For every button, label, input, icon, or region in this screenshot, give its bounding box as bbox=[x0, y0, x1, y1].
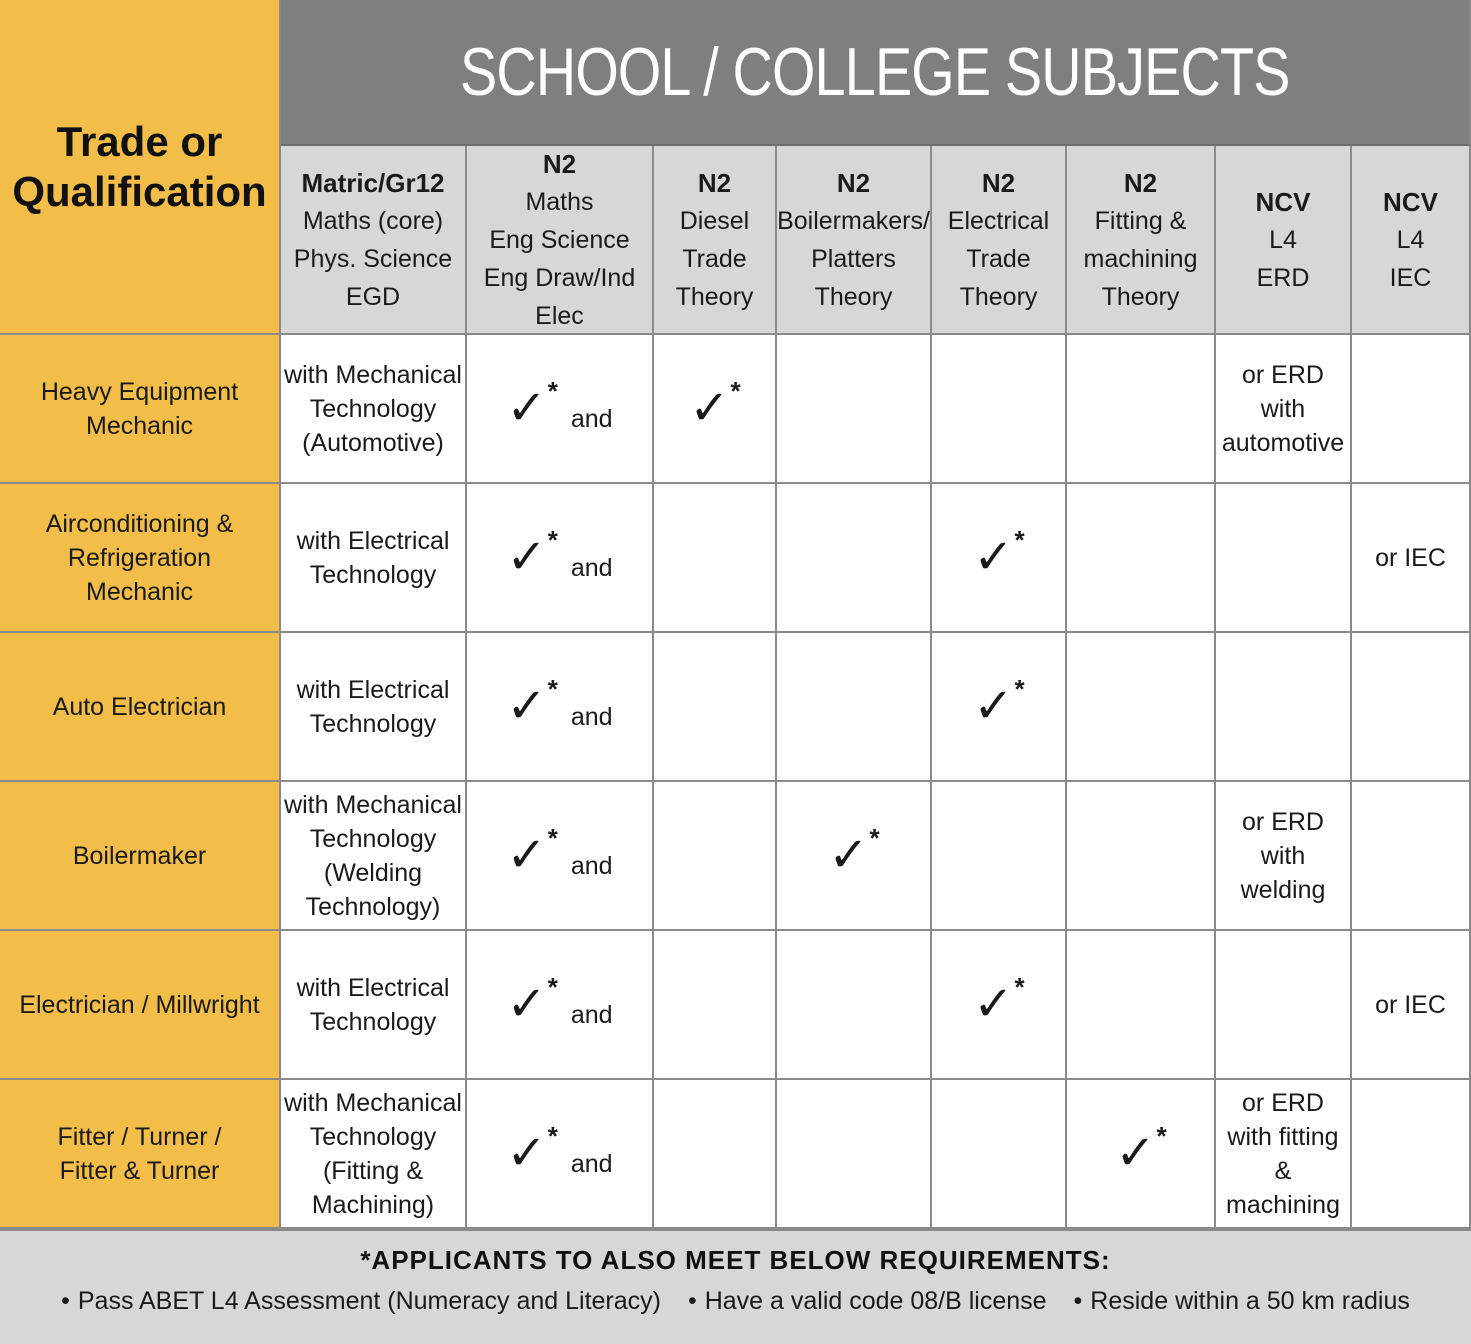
table-cell bbox=[932, 633, 1067, 782]
trade-name bbox=[58, 1120, 222, 1188]
trade-name bbox=[12, 507, 267, 609]
requirement-text: Have a valid code 08/B license bbox=[704, 1287, 1047, 1315]
check-mark bbox=[973, 971, 1025, 1031]
matric-requirement bbox=[284, 1086, 462, 1222]
trade-name-cell bbox=[0, 484, 281, 633]
table-cell bbox=[932, 484, 1067, 633]
and-label: and bbox=[570, 553, 613, 582]
check-icon: ✓ bbox=[506, 977, 547, 1031]
trade-name bbox=[19, 988, 259, 1022]
table-cell bbox=[1216, 782, 1352, 931]
bullet-icon: • bbox=[61, 1287, 70, 1315]
asterisk-icon: * bbox=[547, 673, 558, 704]
check-mark bbox=[828, 822, 880, 882]
footer-title: *APPLICANTS TO ALSO MEET BELOW REQUIREMENTS: bbox=[360, 1245, 1111, 1275]
check-icon: ✓ bbox=[506, 530, 547, 584]
table-cell bbox=[1352, 484, 1471, 633]
matric-line: (Fitting & bbox=[322, 1156, 423, 1185]
matric-requirement bbox=[284, 788, 462, 924]
table-cell bbox=[932, 1080, 1067, 1229]
column-header-text bbox=[676, 164, 754, 316]
requirement-item bbox=[61, 1287, 661, 1315]
matric-line: with Electrical bbox=[296, 973, 450, 1002]
matric-line: Technology) bbox=[305, 892, 441, 921]
matric-line: with Electrical bbox=[296, 675, 450, 704]
ncv-erd-line: & machining bbox=[1226, 1156, 1340, 1219]
column-header-line: Maths bbox=[525, 187, 594, 216]
ncv-erd-line: or ERD bbox=[1242, 807, 1324, 836]
requirement-item bbox=[1074, 1287, 1410, 1315]
asterisk-icon: * bbox=[1014, 524, 1025, 555]
trade-name bbox=[12, 375, 267, 443]
column-header bbox=[777, 146, 932, 335]
column-header-line: Electrical bbox=[947, 206, 1050, 235]
column-header-line: Eng Science bbox=[489, 225, 630, 254]
column-header-line: L4 bbox=[1396, 225, 1425, 254]
column-header bbox=[1352, 146, 1471, 335]
column-header-text bbox=[1383, 183, 1438, 297]
matric-line: Technology bbox=[309, 709, 437, 738]
check-icon: ✓ bbox=[973, 977, 1014, 1031]
table-cell bbox=[281, 335, 467, 484]
column-header-line: Boilermakers/ bbox=[777, 206, 930, 235]
ncv-iec-line: or IEC bbox=[1375, 543, 1446, 572]
trade-qualification-header bbox=[0, 0, 281, 335]
column-header-text bbox=[294, 164, 452, 316]
column-header-title: Matric/Gr12 bbox=[301, 167, 445, 198]
asterisk-icon: * bbox=[1014, 673, 1025, 704]
column-header bbox=[1216, 146, 1352, 335]
check-icon: ✓ bbox=[973, 530, 1014, 584]
table-cell bbox=[1216, 484, 1352, 633]
table-cell bbox=[1216, 335, 1352, 484]
trade-name-cell bbox=[0, 335, 281, 484]
column-header-title: N2 bbox=[697, 167, 732, 198]
table-cell bbox=[281, 782, 467, 931]
bullet-icon: • bbox=[687, 1287, 697, 1315]
column-header-line: Theory bbox=[1101, 282, 1180, 311]
matric-line: Technology bbox=[309, 824, 437, 853]
table-cell bbox=[777, 1080, 932, 1229]
ncv-erd-note bbox=[1222, 358, 1344, 460]
column-header bbox=[654, 146, 777, 335]
table-cell bbox=[281, 1080, 467, 1229]
asterisk-icon: * bbox=[547, 971, 558, 1002]
ncv-iec-note bbox=[1375, 988, 1446, 1022]
table-cell bbox=[777, 931, 932, 1080]
requirement-item bbox=[688, 1287, 1047, 1315]
column-header-title: N2 bbox=[981, 167, 1016, 198]
column-header-line: IEC bbox=[1389, 263, 1432, 292]
table-cell bbox=[932, 335, 1067, 484]
table-cell bbox=[467, 931, 654, 1080]
requirement-text: Reside within a 50 km radius bbox=[1090, 1287, 1410, 1315]
ncv-erd-line: or ERD bbox=[1242, 1088, 1324, 1117]
table-cell bbox=[1352, 782, 1471, 931]
trade-name-line: Auto Electrician bbox=[52, 692, 227, 721]
column-header bbox=[1067, 146, 1216, 335]
check-icon: ✓ bbox=[506, 1126, 547, 1180]
check-mark bbox=[973, 673, 1025, 733]
ncv-erd-line: with bbox=[1260, 394, 1306, 423]
table-cell bbox=[777, 335, 932, 484]
trade-name-cell bbox=[0, 782, 281, 931]
column-header bbox=[467, 146, 654, 335]
and-label: and bbox=[570, 851, 613, 880]
check-icon: ✓ bbox=[1115, 1126, 1156, 1180]
table-cell bbox=[654, 782, 777, 931]
trade-name bbox=[53, 690, 227, 724]
table-cell bbox=[932, 782, 1067, 931]
check-mark bbox=[506, 971, 613, 1031]
column-header-line: Phys. Science bbox=[293, 244, 453, 273]
ncv-iec-line: or IEC bbox=[1375, 990, 1446, 1019]
matric-line: with Mechanical bbox=[284, 360, 462, 389]
column-header-title: NCV bbox=[1255, 186, 1311, 217]
matric-line: with Mechanical bbox=[284, 1088, 462, 1117]
asterisk-icon: * bbox=[1156, 1120, 1167, 1151]
footer-requirements bbox=[0, 1287, 1471, 1316]
check-mark bbox=[506, 375, 613, 435]
check-mark bbox=[973, 524, 1025, 584]
table-cell bbox=[1216, 1080, 1352, 1229]
column-header-line: ERD bbox=[1256, 263, 1310, 292]
trade-name-cell bbox=[0, 1080, 281, 1229]
matric-requirement bbox=[284, 358, 462, 460]
column-header-text bbox=[1084, 164, 1198, 316]
ncv-erd-line: with fitting bbox=[1227, 1122, 1339, 1151]
check-icon: ✓ bbox=[828, 828, 869, 882]
ncv-erd-line: automotive bbox=[1221, 428, 1345, 457]
column-header-line: Eng Draw/Ind Elec bbox=[483, 263, 636, 330]
column-header-title: NCV bbox=[1383, 186, 1438, 217]
corner-title-line2: Qualification bbox=[12, 167, 267, 215]
table-cell bbox=[1352, 335, 1471, 484]
trade-name bbox=[73, 839, 206, 873]
table-cell bbox=[654, 1080, 777, 1229]
table-cell bbox=[932, 931, 1067, 1080]
column-header-title: N2 bbox=[836, 167, 871, 198]
check-mark bbox=[689, 375, 741, 435]
and-label: and bbox=[570, 1000, 613, 1029]
column-header-line: Platters Theory bbox=[811, 244, 896, 311]
column-header-line: EGD bbox=[345, 282, 401, 311]
check-mark bbox=[506, 524, 613, 584]
table-cell bbox=[467, 335, 654, 484]
requirements-footer bbox=[0, 1229, 1471, 1344]
table-cell bbox=[467, 484, 654, 633]
table-cell bbox=[1067, 782, 1216, 931]
banner-title: SCHOOL / COLLEGE SUBJECTS bbox=[460, 34, 1290, 110]
bullet-icon: • bbox=[1073, 1287, 1083, 1315]
table-cell bbox=[1067, 1080, 1216, 1229]
ncv-erd-line: or ERD bbox=[1242, 360, 1324, 389]
column-header-text bbox=[1256, 183, 1311, 297]
column-header-title: N2 bbox=[1123, 167, 1158, 198]
matric-line: Technology bbox=[309, 394, 437, 423]
subjects-banner bbox=[281, 0, 1471, 146]
check-icon: ✓ bbox=[506, 381, 547, 435]
column-header-line: Maths (core) bbox=[302, 206, 444, 235]
table-cell bbox=[777, 633, 932, 782]
asterisk-icon: * bbox=[547, 822, 558, 853]
column-header-text bbox=[777, 164, 930, 316]
asterisk-icon: * bbox=[547, 375, 558, 406]
ncv-iec-note bbox=[1375, 541, 1446, 575]
trade-name-cell bbox=[0, 931, 281, 1080]
ncv-erd-note bbox=[1216, 805, 1350, 907]
matric-line: (Welding bbox=[323, 858, 423, 887]
check-mark bbox=[506, 822, 613, 882]
matric-requirement bbox=[297, 524, 450, 592]
column-header-line: machining bbox=[1083, 244, 1198, 273]
table-cell bbox=[281, 931, 467, 1080]
table-cell bbox=[1352, 633, 1471, 782]
table-cell bbox=[467, 633, 654, 782]
check-mark bbox=[506, 1120, 613, 1180]
ncv-erd-note bbox=[1216, 1086, 1350, 1222]
requirement-text: Pass ABET L4 Assessment (Numeracy and Literacy) bbox=[77, 1287, 661, 1315]
table-cell bbox=[654, 335, 777, 484]
table-cell bbox=[281, 633, 467, 782]
table-cell bbox=[1067, 633, 1216, 782]
column-header-line: L4 bbox=[1269, 225, 1297, 254]
and-label: and bbox=[570, 702, 613, 731]
column-header-title: N2 bbox=[542, 148, 577, 179]
table-cell bbox=[1352, 931, 1471, 1080]
column-header-text bbox=[932, 164, 1065, 316]
trade-name-line: Refrigeration Mechanic bbox=[67, 543, 212, 606]
column-header bbox=[932, 146, 1067, 335]
corner-title-line1: Trade or bbox=[56, 117, 223, 165]
table-cell bbox=[467, 782, 654, 931]
asterisk-icon: * bbox=[730, 375, 741, 406]
matric-requirement bbox=[297, 971, 450, 1039]
column-header-text bbox=[467, 145, 652, 335]
table-cell bbox=[1067, 931, 1216, 1080]
column-header-line: Trade bbox=[682, 244, 747, 273]
check-mark bbox=[506, 673, 613, 733]
table-cell bbox=[1216, 633, 1352, 782]
table-cell bbox=[1067, 484, 1216, 633]
check-icon: ✓ bbox=[973, 679, 1014, 733]
trade-name-line: Fitter / Turner / bbox=[57, 1122, 222, 1151]
check-mark bbox=[1115, 1120, 1167, 1180]
table-cell bbox=[777, 782, 932, 931]
check-icon: ✓ bbox=[506, 828, 547, 882]
matric-line: (Automotive) bbox=[302, 428, 444, 457]
trade-name-line: Boilermaker bbox=[72, 841, 207, 870]
matric-line: Machining) bbox=[311, 1190, 435, 1219]
table-cell bbox=[1216, 931, 1352, 1080]
matric-line: Technology bbox=[309, 1122, 437, 1151]
table-cell bbox=[654, 484, 777, 633]
asterisk-icon: * bbox=[547, 524, 558, 555]
column-header-line: Fitting & bbox=[1094, 206, 1187, 235]
column-header-line: Trade Theory bbox=[959, 244, 1038, 311]
table-cell bbox=[654, 931, 777, 1080]
trade-name-line: Heavy Equipment Mechanic bbox=[40, 377, 239, 440]
trade-name-line: Fitter & Turner bbox=[59, 1156, 220, 1185]
ncv-erd-line: with welding bbox=[1240, 841, 1326, 904]
trade-name-line: Electrician / Millwright bbox=[19, 990, 260, 1019]
table-cell bbox=[1352, 1080, 1471, 1229]
and-label: and bbox=[570, 404, 613, 433]
check-icon: ✓ bbox=[506, 679, 547, 733]
asterisk-icon: * bbox=[547, 1120, 558, 1151]
column-header-line: Theory bbox=[675, 282, 754, 311]
matric-requirement bbox=[297, 673, 450, 741]
trade-name-cell bbox=[0, 633, 281, 782]
matric-line: Technology bbox=[309, 1007, 437, 1036]
matric-line: with Electrical bbox=[296, 526, 450, 555]
table-cell bbox=[467, 1080, 654, 1229]
table-cell bbox=[777, 484, 932, 633]
and-label: and bbox=[570, 1149, 613, 1178]
table-cell bbox=[654, 633, 777, 782]
asterisk-icon: * bbox=[1014, 971, 1025, 1002]
asterisk-icon: * bbox=[869, 822, 880, 853]
table-cell bbox=[281, 484, 467, 633]
column-header-line: Diesel bbox=[679, 206, 750, 235]
check-icon: ✓ bbox=[689, 381, 730, 435]
column-header bbox=[281, 146, 467, 335]
matric-line: Technology bbox=[309, 560, 437, 589]
table-cell bbox=[1067, 335, 1216, 484]
trade-name-line: Airconditioning & bbox=[45, 509, 234, 538]
matric-line: with Mechanical bbox=[284, 790, 462, 819]
